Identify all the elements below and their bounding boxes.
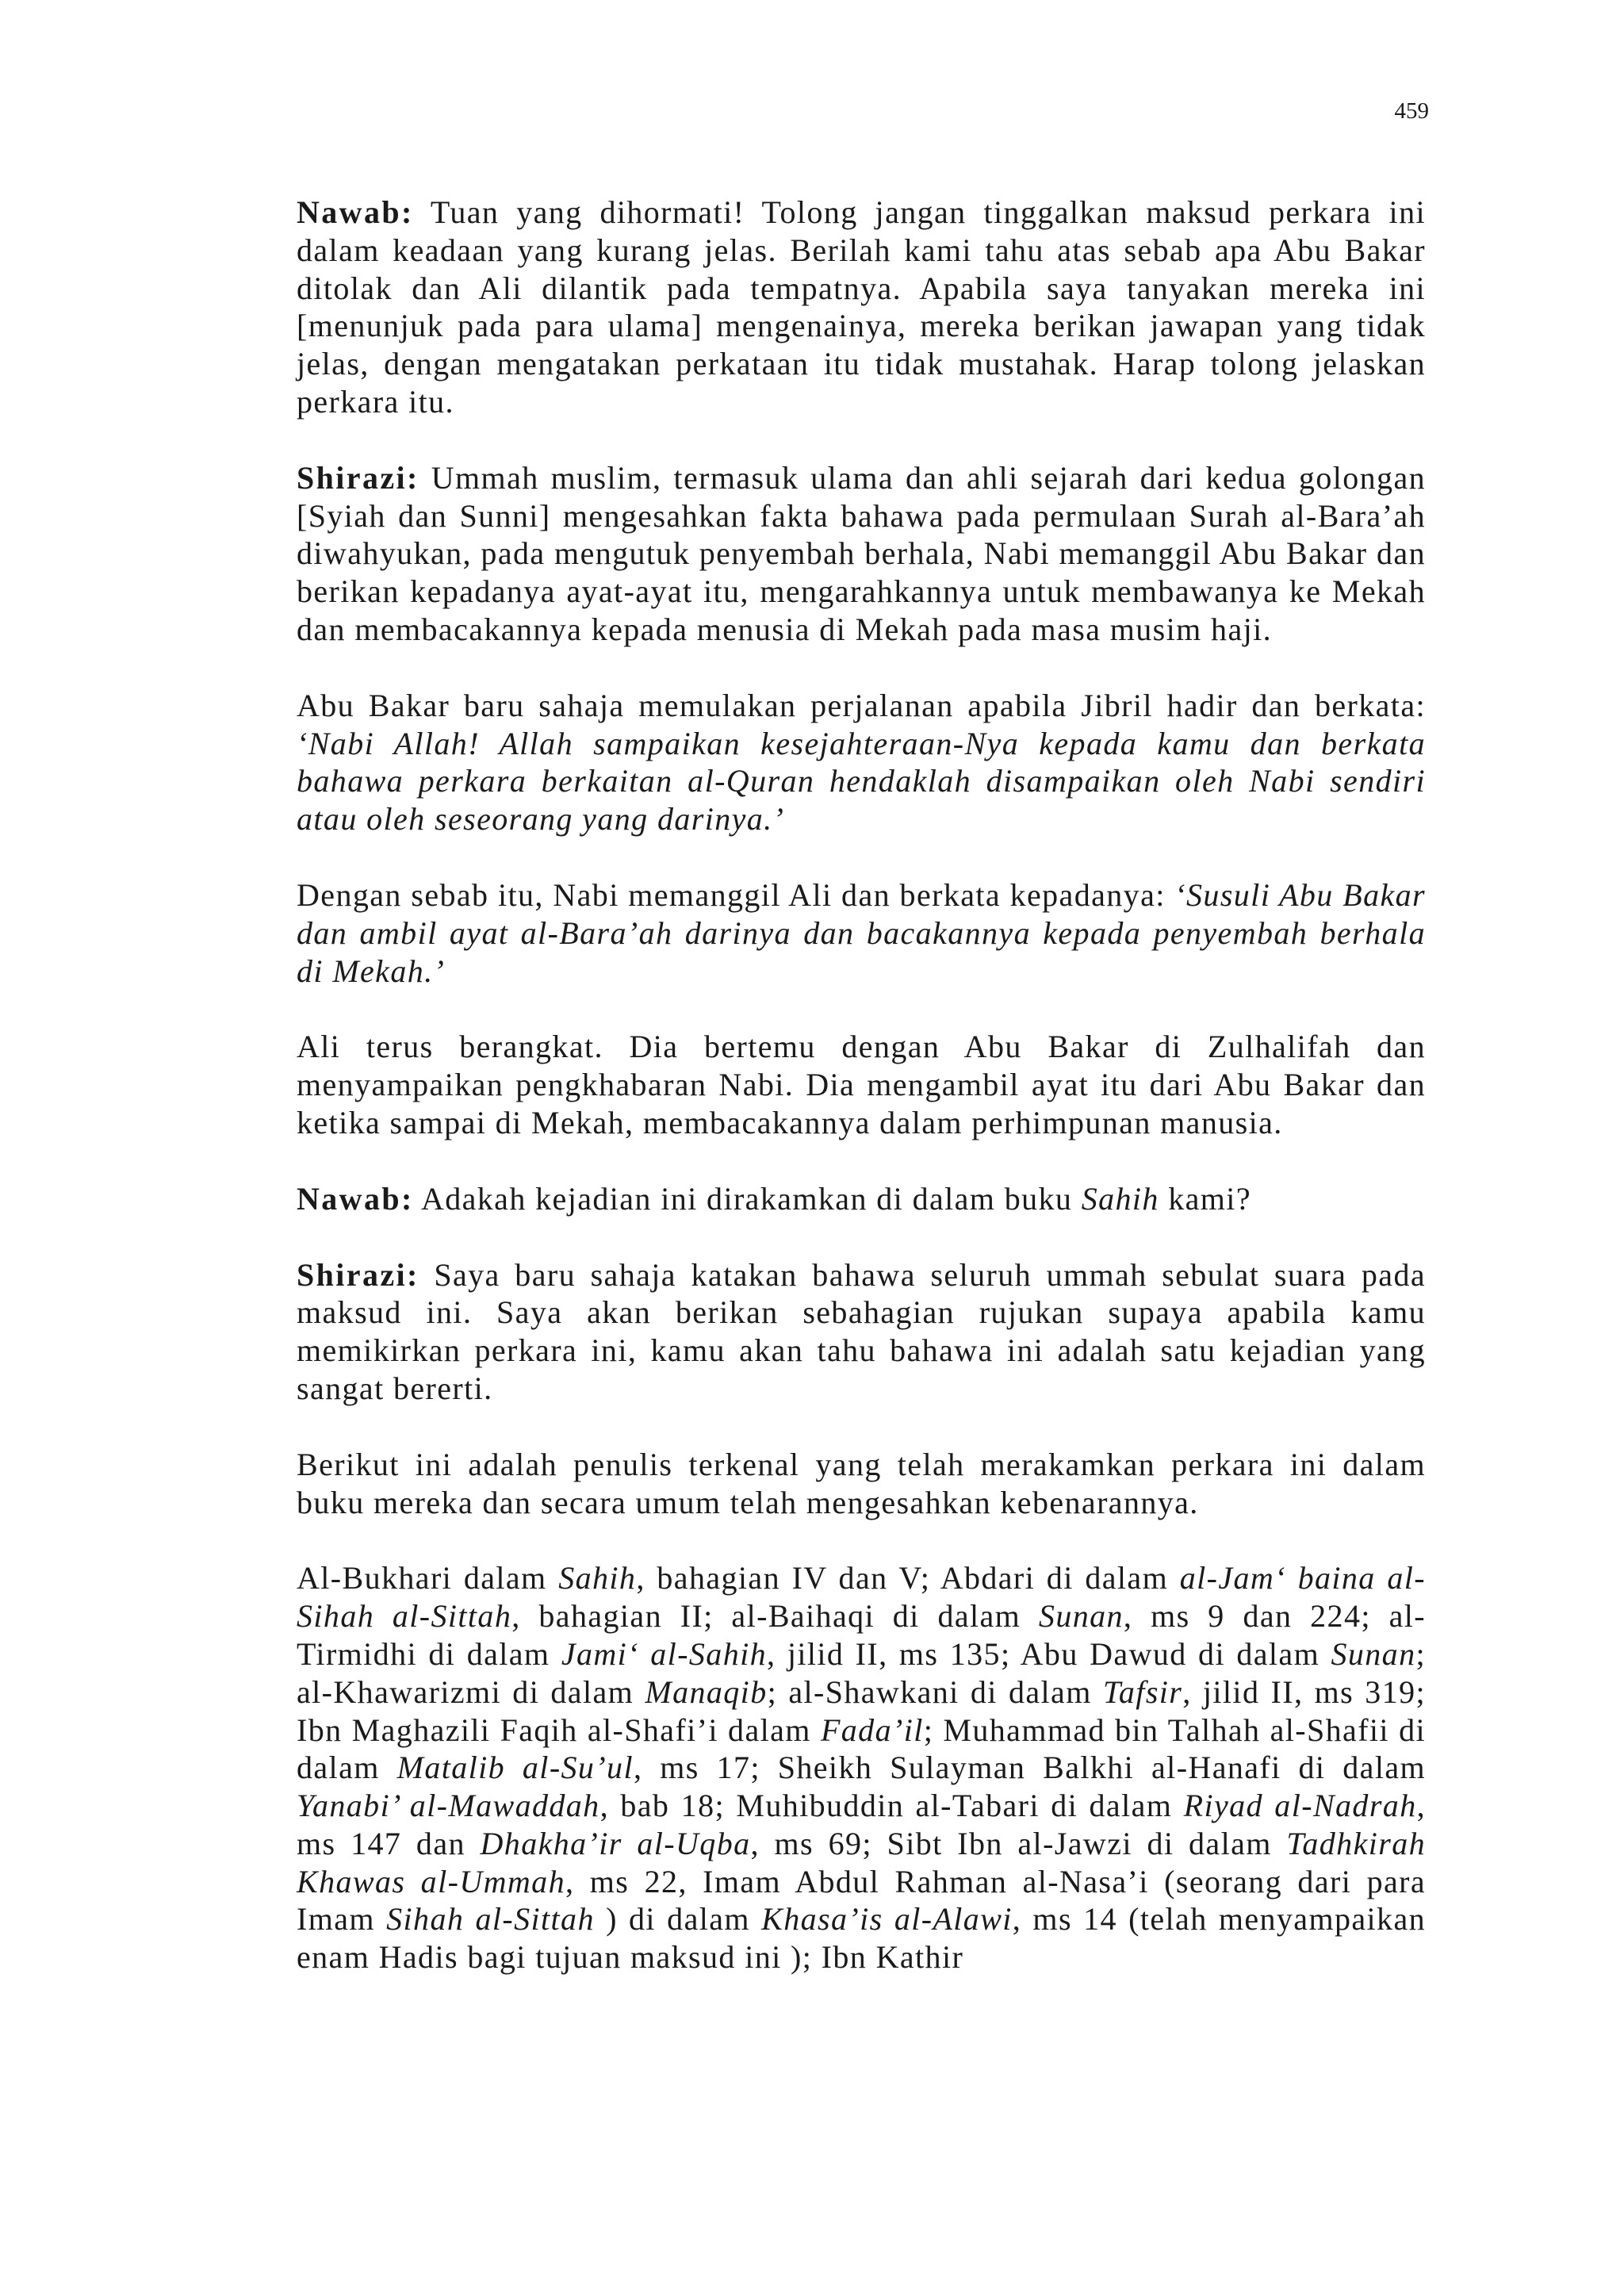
italic-text: Matalib al-Su’ul bbox=[396, 1750, 634, 1786]
body-text: ; al-Shawkani di dalam bbox=[767, 1673, 1103, 1710]
body-text: Dengan sebab itu, Nabi memanggil Ali dan berkata kepadanya: bbox=[297, 876, 1175, 913]
body-text: Tuan yang dihormati! Tolong jangan tinggalkan maksud perkara ini dalam keadaan yang kurang jelas. Berilah kami tahu atas sebab apa Abu Bakar ditolak dan Ali dilantik pada tempatnya. Apabila saya tanyakan mereka ini [menunjuk pada para ulama] mengenainya, mereka berikan jawapan yang tidak jelas, dengan mengatakan perkataan itu tidak mustahak. Harap tolong jelaskan perkara itu. bbox=[297, 194, 1426, 420]
italic-text: Tadhkirah Khawas al-Ummah bbox=[297, 1825, 1426, 1899]
body-text: Berikut ini adalah penulis terkenal yang telah merakamkan perkara ini dalam buku mereka dan secara umum telah mengesahkan kebenarannya. bbox=[297, 1446, 1426, 1520]
body-text: , ms 17; Sheikh Sulayman Balkhi al-Hanafi di dalam bbox=[633, 1750, 1426, 1786]
shirazi-paragraph-2 bbox=[297, 1256, 1426, 1408]
italic-text: Tafsir bbox=[1102, 1673, 1183, 1710]
italic-text: Sahih bbox=[558, 1560, 637, 1596]
italic-text: ‘Nabi Allah! Allah sampaikan kesejahteraan-Nya kepada kamu dan berkata bahawa perkara berkaitan al-Quran hendaklah disampaikan oleh Nabi sendiri atau oleh seseorang yang darinya.’ bbox=[297, 725, 1426, 838]
speaker-label: Nawab: bbox=[297, 194, 414, 230]
italic-text: Yanabi’ al-Mawaddah bbox=[297, 1788, 600, 1824]
italic-text: Sunan bbox=[1038, 1598, 1124, 1635]
italic-text: al-Jam‘ baina al-Sihah al-Sittah bbox=[297, 1560, 1426, 1635]
body-text: , bahagian II; al-Baihaqi di dalam bbox=[511, 1598, 1039, 1635]
nawab-paragraph-2 bbox=[297, 1180, 1426, 1218]
italic-text: Sihah al-Sittah bbox=[386, 1901, 595, 1938]
body-text: , ms 9 dan 224; al-Tirmidhi di dalam bbox=[297, 1598, 1427, 1672]
document-body bbox=[297, 194, 1426, 2014]
shirazi-paragraph-1 bbox=[297, 459, 1426, 649]
body-text: Saya baru sahaja katakan bahawa seluruh ummah sebulat suara pada maksud ini. Saya akan berikan sebahagian rujukan supaya apabila kamu memikirkan perkara ini, kamu akan tahu bahawa ini adalah satu kejadian yang sangat bererti. bbox=[297, 1256, 1426, 1406]
body-text: , jilid II, ms 319; Ibn Maghazili Faqih al-Shafi’i dalam bbox=[297, 1673, 1426, 1748]
body-text: ; al-Khawarizmi di dalam bbox=[297, 1635, 1426, 1710]
jibril-paragraph bbox=[297, 687, 1426, 838]
body-text: ) di dalam bbox=[594, 1901, 762, 1938]
ali-departs-paragraph bbox=[297, 1028, 1426, 1141]
nabi-calls-ali-paragraph bbox=[297, 876, 1426, 990]
italic-text: Dhakha’ir al-Uqba bbox=[480, 1825, 751, 1861]
body-text: kami? bbox=[1159, 1180, 1251, 1217]
body-text: Ummah muslim, termasuk ulama dan ahli sejarah dari kedua golongan [Syiah dan Sunni] mengesahkan fakta bahawa pada permulaan Surah al-Bara’ah diwahyukan, pada mengutuk penyembah berhala, Nabi memanggil Abu Bakar dan berikan kepadanya ayat-ayat itu, mengarahkannya untuk membawanya ke Mekah dan membacakannya kepada menusia di Mekah pada masa musim haji. bbox=[297, 459, 1426, 647]
body-text: , jilid II, ms 135; Abu Dawud di dalam bbox=[767, 1635, 1331, 1672]
italic-text: Riyad al-Nadrah bbox=[1183, 1788, 1417, 1824]
italic-text: Sunan bbox=[1331, 1635, 1416, 1672]
body-text: ; Muhammad bin Talhah al-Shafii di dalam bbox=[297, 1711, 1426, 1786]
italic-text: Fada’il bbox=[820, 1711, 924, 1748]
body-text: Al-Bukhari dalam bbox=[297, 1560, 559, 1596]
speaker-label: Nawab: bbox=[297, 1180, 414, 1217]
italic-text: Sahih bbox=[1081, 1180, 1159, 1217]
body-text: , ms 22, Imam Abdul Rahman al-Nasa’i (seorang dari para Imam bbox=[297, 1863, 1426, 1938]
speaker-label: Shirazi: bbox=[297, 1256, 419, 1293]
body-text: , ms 69; Sibt Ibn al-Jawzi di dalam bbox=[750, 1825, 1287, 1861]
body-text: , ms 14 (telah menyampaikan enam Hadis bagi tujuan maksud ini ); Ibn Kathir bbox=[297, 1901, 1426, 1976]
body-text: Adakah kejadian ini dirakamkan di dalam buku bbox=[413, 1180, 1082, 1217]
italic-text: Jami‘ al-Sahih bbox=[561, 1635, 768, 1672]
italic-text: ‘Susuli Abu Bakar dan ambil ayat al-Bara’ah darinya dan bacakannya kepada penyembah berhala di Mekah.’ bbox=[297, 876, 1426, 989]
speaker-label: Shirazi: bbox=[297, 459, 419, 496]
references-paragraph bbox=[297, 1559, 1426, 1976]
page-number: 459 bbox=[1394, 98, 1429, 124]
body-text: Ali terus berangkat. Dia bertemu dengan Abu Bakar di Zulhalifah dan menyampaikan pengkhabaran Nabi. Dia mengambil ayat itu dari Abu Bakar dan ketika sampai di Mekah, membacakannya dalam perhimpunan manusia. bbox=[297, 1029, 1426, 1140]
body-text: , bahagian IV dan V; Abdari di dalam bbox=[636, 1560, 1180, 1596]
italic-text: Khasa’is al-Alawi bbox=[761, 1901, 1013, 1938]
body-text: Abu Bakar baru sahaja memulakan perjalanan apabila Jibril hadir dan berkata: bbox=[297, 687, 1426, 723]
nawab-paragraph-1 bbox=[297, 194, 1426, 421]
body-text: , ms 147 dan bbox=[297, 1788, 1426, 1861]
italic-text: Manaqib bbox=[645, 1673, 768, 1710]
authors-intro-paragraph bbox=[297, 1446, 1426, 1522]
body-text: , bab 18; Muhibuddin al-Tabari di dalam bbox=[599, 1788, 1184, 1824]
